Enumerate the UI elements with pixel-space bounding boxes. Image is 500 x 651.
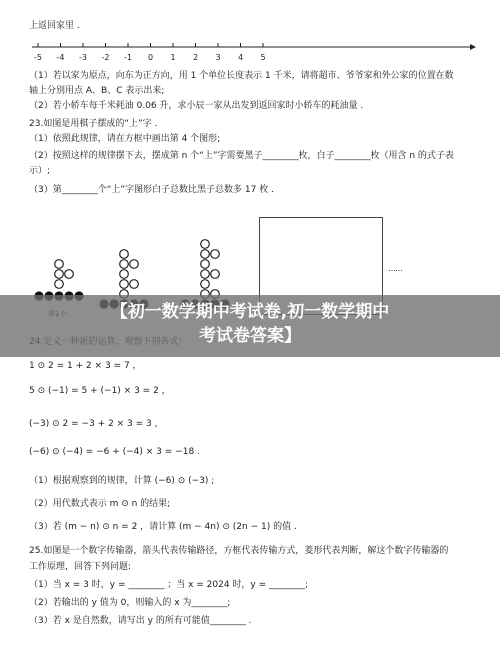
text-line: （1）若以家为原点，向东为正方向，用 1 个单位长度表示 1 千米，请将超市、爷爷家和外公家的位置在数 bbox=[29, 71, 454, 81]
question-title: 25.如图是一个数字传输器，箭头代表传输路径，方框代表传输方式，菱形代表判断，解这个数字传输器的 bbox=[29, 546, 449, 556]
text-line: （1）根据观察到的规律，计算 (−6) ⊙ (−3) ; bbox=[29, 476, 215, 486]
text-line: 轴上分别用点 A、B、C 表示出来; bbox=[29, 86, 165, 96]
text-line: （2）按照这样的规律摆下去，摆成第 n 个“上”字需要黑子________枚，白子________枚（用含 n 的式子表 bbox=[29, 151, 454, 161]
tick-label: -3 bbox=[79, 53, 87, 62]
question-title: 23.如图是用棋子摆成的“上”字 . bbox=[29, 119, 158, 129]
text-line: 示）; bbox=[29, 166, 51, 176]
tick-label: 5 bbox=[260, 53, 266, 62]
formula-line: (−3) ⊙ 2 = −3 + 2 × 3 = 3 ， bbox=[29, 419, 164, 429]
tick-label: -2 bbox=[101, 53, 110, 62]
text-line: （2）若小轿车每千米耗油 0.06 升，求小辰一家从出发到返回家时小轿车的耗油量 . bbox=[29, 101, 364, 111]
tick-label: 2 bbox=[192, 53, 199, 62]
banner-line-1: 【初一数学期中考试卷,初一数学期中 bbox=[110, 302, 390, 322]
text-line: （2）若输出的 y 值为 0，则输入的 x 为________; bbox=[29, 598, 231, 608]
tick-label: 0 bbox=[147, 53, 154, 62]
ellipsis: …… bbox=[388, 264, 402, 273]
tick-label: 4 bbox=[237, 53, 244, 62]
text-line: （3）若 (m − n) ⊙ n = 2 ，请计算 (m − 4n) ⊙ (2n − 1) 的值 . bbox=[29, 522, 297, 532]
formula-line: (−6) ⊙ (−4) = −6 + (−4) × 3 = −18 . bbox=[29, 447, 200, 457]
tick-label: -5 bbox=[34, 53, 42, 62]
banner-line-2: 考试卷答案】 bbox=[199, 326, 301, 346]
text-line: （3）第________个“上”字图形白子总数比黑子总数多 17 枚 . bbox=[29, 185, 274, 195]
text-line: （1）依照此规律，请在方框中画出第 4 个图形; bbox=[29, 134, 221, 144]
text-line: （2）用代数式表示 m ⊙ n 的结果; bbox=[29, 499, 171, 509]
text-line: （1）当 x = 3 时，y = ________ ；当 x = 2024 时，y = ________; bbox=[29, 580, 309, 590]
tick-label: 1 bbox=[170, 53, 176, 62]
tick-label: 3 bbox=[215, 53, 221, 62]
text-line: 上返回家里 . bbox=[29, 21, 80, 31]
formula-line: 5 ⊙ (−1) = 5 + (−1) × 3 = 2 ， bbox=[29, 386, 171, 396]
formula-line: 1 ⊙ 2 = 1 + 2 × 3 = 7 ， bbox=[29, 361, 142, 371]
tick-label: -1 bbox=[124, 53, 132, 62]
text-line: 工作原理，回答下列问题: bbox=[29, 562, 132, 572]
text-line: （3）若 x 是自然数，请写出 y 的所有可能值________ . bbox=[29, 616, 252, 626]
banner-title[interactable] bbox=[0, 300, 500, 348]
tick-label: -4 bbox=[56, 53, 65, 62]
number-line bbox=[24, 37, 476, 67]
arrow-icon bbox=[470, 44, 476, 50]
